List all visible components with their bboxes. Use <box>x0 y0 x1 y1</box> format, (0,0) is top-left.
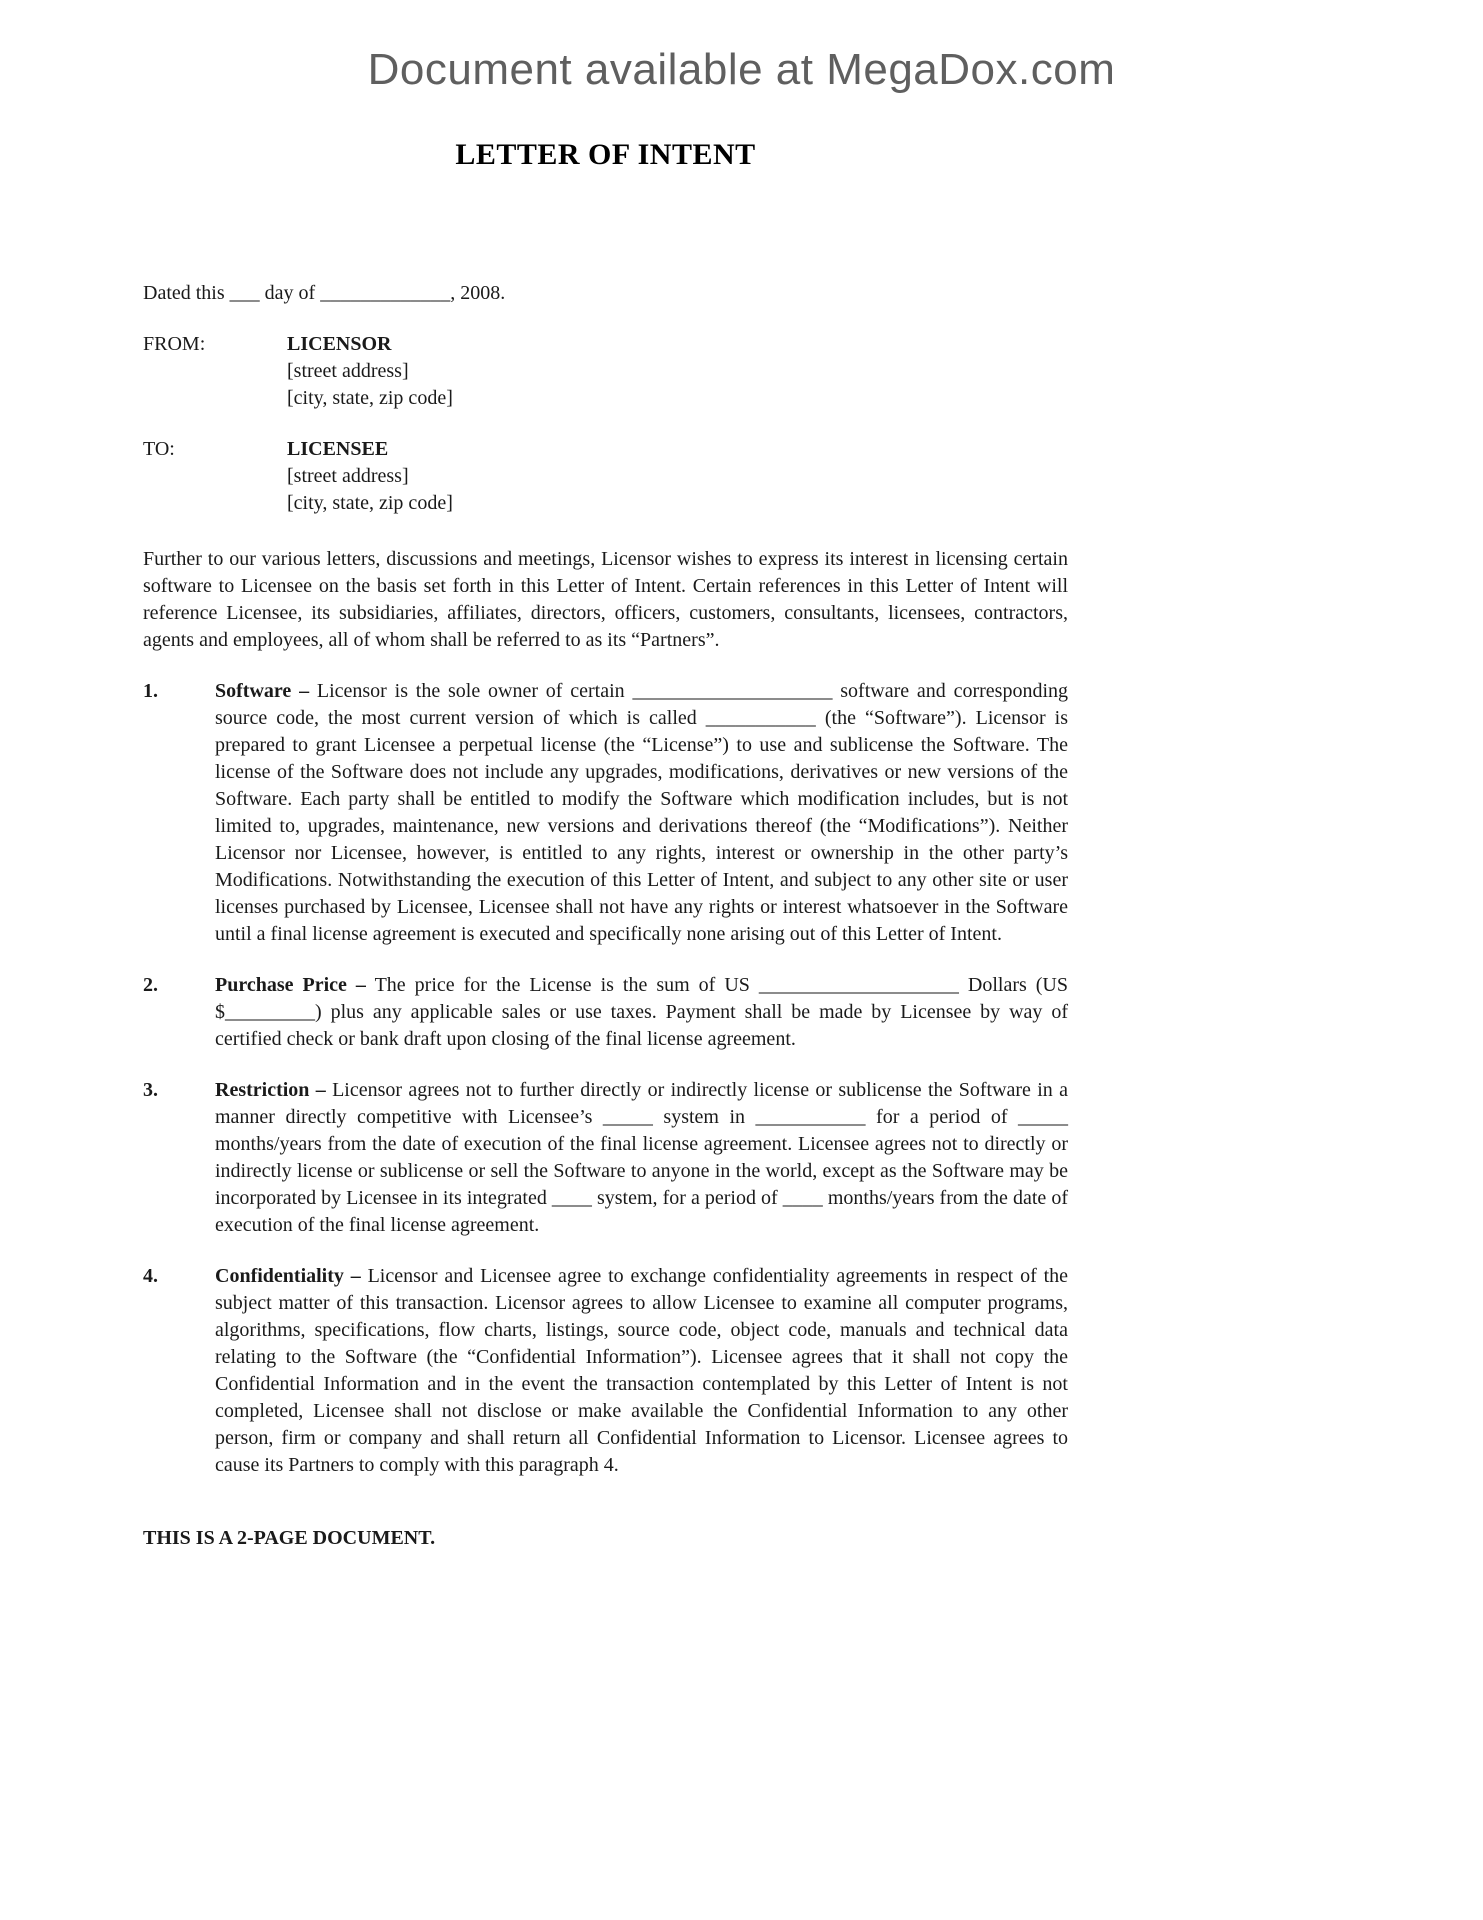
section-2-heading: Purchase Price – <box>215 974 366 996</box>
section-3-heading: Restriction – <box>215 1079 326 1101</box>
licensor-city-state-zip: [city, state, zip code] <box>287 387 453 409</box>
section-4-heading: Confidentiality – <box>215 1265 361 1287</box>
from-block <box>143 331 1068 412</box>
section-3-text <box>215 1077 1068 1239</box>
section-2-text <box>215 972 1068 1053</box>
section-3-number: 3. <box>143 1079 158 1101</box>
page-count-note: THIS IS A 2-PAGE DOCUMENT. <box>143 1527 436 1549</box>
section-3-body: Licensor agrees not to further directly or indirectly license or sublicense the Software in a manner directly competitive with Licensee’s _____ system in ___________ for a period of _____ months/years from the date of execution of the final license agreement. Licensee agrees not to directly or indirectly license or sublicense or sell the Software to anyone in the world, except as the Software may be incorporated by Licensee in its integrated ____ system, for a period of ____ months/years from the date of execution of the final license agreement. <box>215 1079 1068 1236</box>
licensee-street-address: [street address] <box>287 465 409 487</box>
section-4-number: 4. <box>143 1265 158 1287</box>
licensor-name: LICENSOR <box>287 333 392 355</box>
section-confidentiality <box>143 1263 1068 1479</box>
licensee-city-state-zip: [city, state, zip code] <box>287 492 453 514</box>
to-block <box>143 436 1068 517</box>
section-1-heading: Software – <box>215 680 310 702</box>
section-1-text <box>215 678 1068 948</box>
document-content <box>143 138 1068 1552</box>
page-title: LETTER OF INTENT <box>455 138 756 171</box>
section-restriction <box>143 1077 1068 1239</box>
section-4-text <box>215 1263 1068 1479</box>
from-details <box>287 331 453 412</box>
section-2-number: 2. <box>143 974 158 996</box>
section-4-body: Licensor and Licensee agree to exchange confidentiality agreements in respect of the subject matter of this transaction. Licensor agrees to allow Licensee to examine all computer programs, algorithms, specifications, flow charts, listings, source code, object code, manuals and technical data relating to the Software (the “Confidential Information”). Licensee agrees that it shall not copy the Confidential Information and in the event the transaction contemplated by this Letter of Intent is not completed, Licensee shall not disclose or make available the Confidential Information to any other person, firm or company and shall return all Confidential Information to Licensor. Licensee agrees to cause its Partners to comply with this paragraph 4. <box>215 1265 1068 1476</box>
section-1-body: Licensor is the sole owner of certain ____________________ software and corresponding source code, the most current version of which is called ___________ (the “Software”). Licensor is prepared to grant Licensee a perpetual license (the “License”) to use and sublicense the Software. The license of the Software does not include any upgrades, modifications, derivatives or new versions of the Software. Each party shall be entitled to modify the Software which modification includes, but is not limited to, upgrades, maintenance, new versions and derivations thereof (the “Modifications”). Neither Licensor nor Licensee, however, is entitled to any rights, interest or ownership in the other party’s Modifications. Notwithstanding the execution of this Letter of Intent, and subject to any other site or user licenses purchased by Licensee, Licensee shall not have any rights or interest whatsoever in the Software until a final license agreement is executed and specifically none arising out of this Letter of Intent. <box>215 680 1068 945</box>
from-label: FROM: <box>143 333 206 355</box>
section-software <box>143 678 1068 948</box>
licensee-name: LICENSEE <box>287 438 389 460</box>
intro-paragraph: Further to our various letters, discussions and meetings, Licensor wishes to express its interest in licensing certain software to Licensee on the basis set forth in this Letter of Intent. Certain references in this Letter of Intent will reference Licensee, its subsidiaries, affiliates, directors, officers, customers, consultants, licensees, contractors, agents and employees, all of whom shall be referred to as its “Partners”. <box>143 548 1068 651</box>
dated-line: Dated this ___ day of _____________, 2008. <box>143 282 506 304</box>
licensor-street-address: [street address] <box>287 360 409 382</box>
to-label: TO: <box>143 438 175 460</box>
section-purchase-price <box>143 972 1068 1053</box>
section-1-number: 1. <box>143 680 158 702</box>
watermark-banner: Document available at MegaDox.com <box>367 45 1116 94</box>
to-details <box>287 436 453 517</box>
section-2-body: The price for the License is the sum of US ____________________ Dollars (US $_________) plus any applicable sales or use taxes. Payment shall be made by Licensee by way of certified check or bank draft upon closing of the final license agreement. <box>215 974 1068 1050</box>
